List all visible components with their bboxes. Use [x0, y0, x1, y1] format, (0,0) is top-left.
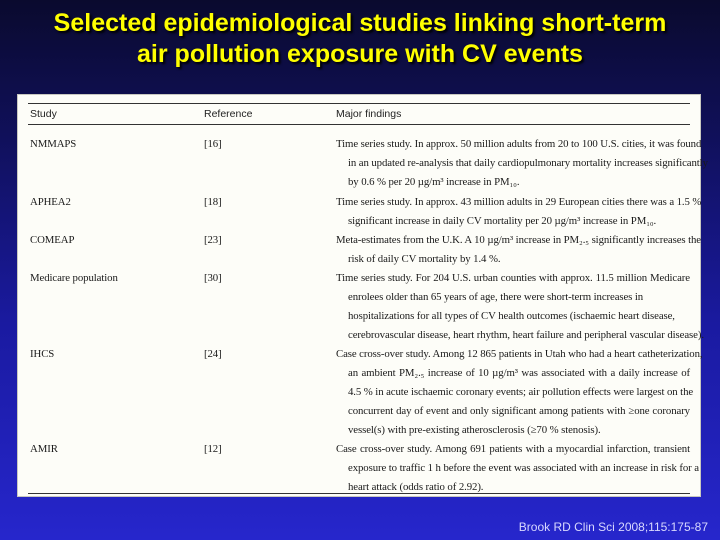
- findings-line: hospitalizations for all types of CV health outcomes (ischaemic heart disease,: [348, 310, 675, 322]
- title-line-2: air pollution exposure with CV events: [137, 40, 583, 68]
- study-reference: [18]: [204, 196, 222, 208]
- study-findings: [336, 345, 703, 440]
- findings-line: Meta-estimates from the U.K. A 10 µg/m³ increase in PM₂.₅ significantly increases the: [336, 234, 701, 246]
- findings-line: in an updated re-analysis that daily cardiopulmonary mortality increases significantly: [348, 157, 708, 169]
- findings-line: by 0.6 % per 20 µg/m³ increase in PM₁₀.: [348, 176, 520, 188]
- findings-line: Case cross-over study. Among 691 patients with a myocardial infarction, transient: [336, 443, 690, 455]
- study-name: APHEA2: [30, 196, 71, 208]
- findings-line: concurrent day of event and only significant among patients with ≥one coronary: [348, 405, 690, 417]
- study-reference: [24]: [204, 348, 222, 360]
- study-reference: [12]: [204, 443, 222, 455]
- findings-line: Time series study. In approx. 50 million adults from 20 to 100 U.S. cities, it was found: [336, 138, 702, 150]
- table-image: [17, 94, 708, 497]
- study-reference: [23]: [204, 234, 222, 246]
- study-name: IHCS: [30, 348, 55, 360]
- header-findings: Major findings: [336, 108, 402, 120]
- studies-table: [28, 103, 708, 493]
- findings-line: significant increase in daily CV mortality per 20 µg/m³ increase in PM₁₀.: [348, 215, 657, 227]
- citation: Brook RD Clin Sci 2008;115:175-87: [518, 520, 708, 534]
- table-header: [28, 103, 690, 125]
- findings-line: heart attack (odds ratio of 2.92).: [348, 481, 484, 493]
- title-line-1: Selected epidemiological studies linking short-term: [53, 9, 667, 37]
- findings-line: Time series study. For 204 U.S. urban counties with approx. 11.5 million Medicare: [336, 272, 690, 284]
- study-reference: [30]: [204, 272, 222, 284]
- study-name: AMIR: [30, 443, 58, 455]
- findings-line: Case cross-over study. Among 12 865 patients in Utah who had a heart catheterization,: [336, 348, 703, 360]
- study-name: COMEAP: [30, 234, 75, 246]
- findings-line: 4.5 % in acute ischaemic coronary events; air pollution effects were largest on the: [348, 386, 694, 398]
- study-reference: [16]: [204, 138, 222, 150]
- table-bottom-rule: [28, 493, 690, 494]
- findings-line: Time series study. In approx. 43 million adults in 29 European cities there was a 1.5 %: [336, 196, 702, 208]
- findings-line: vessel(s) with pre-existing atherosclerosis (≥70 % stenosis).: [348, 424, 601, 436]
- study-findings: [336, 231, 701, 269]
- findings-line: an ambient PM₂.₅ increase of 10 µg/m³ was associated with a daily increase of: [348, 367, 690, 379]
- slide-title: [0, 8, 720, 70]
- study-findings: [336, 135, 708, 192]
- findings-line: enrolees older than 65 years of age, there were short-term increases in: [348, 291, 644, 303]
- findings-line: exposure to traffic 1 h before the event was associated with an increase in risk for a: [348, 462, 699, 474]
- findings-line: risk of daily CV mortality by 1.4 %.: [348, 253, 501, 265]
- header-study: Study: [30, 108, 57, 120]
- study-name: Medicare population: [30, 272, 118, 284]
- study-findings: [336, 193, 702, 231]
- findings-line: cerebrovascular disease, heart rhythm, heart failure and peripheral vascular disease).: [348, 329, 704, 341]
- study-findings: [336, 269, 704, 345]
- study-name: NMMAPS: [30, 138, 77, 150]
- study-findings: [336, 440, 699, 497]
- header-reference: Reference: [204, 108, 253, 120]
